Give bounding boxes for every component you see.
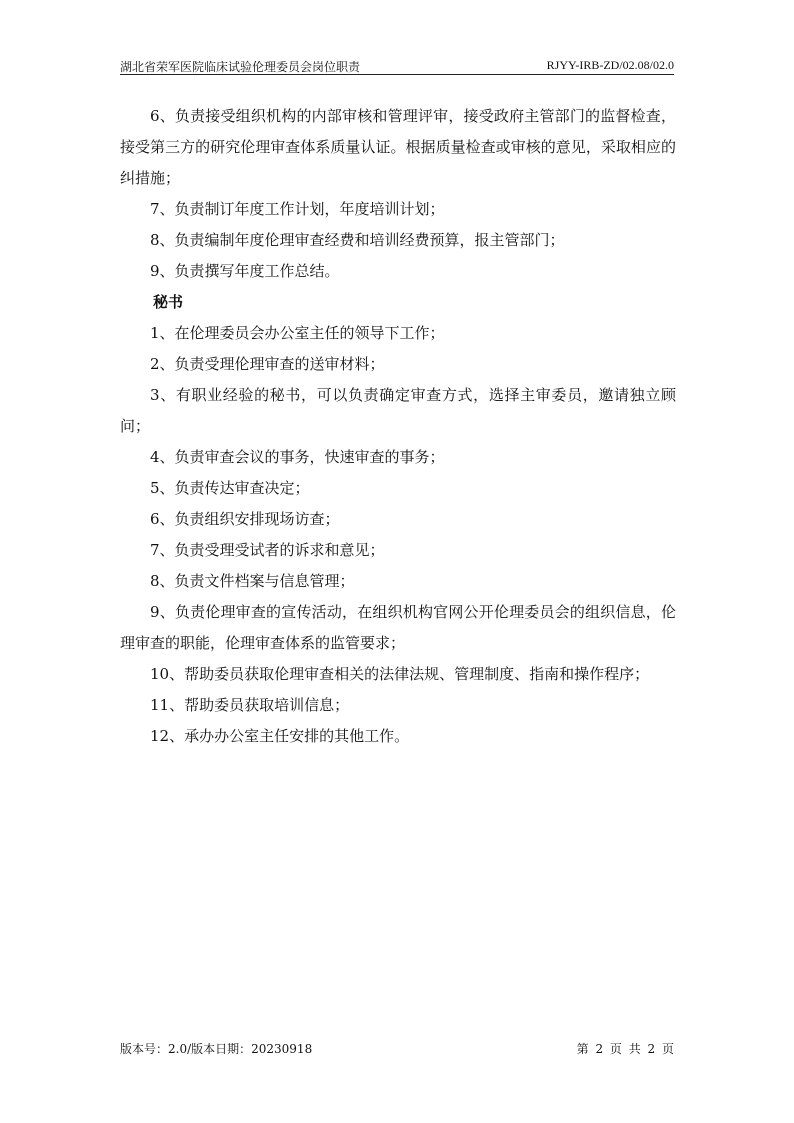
version-info: 版本号：2.0/版本日期：20230918 bbox=[120, 1042, 313, 1056]
document-code: RJYY-IRB-ZD/02.08/02.0 bbox=[546, 58, 674, 72]
list-item: 9、负责撰写年度工作总结。 bbox=[150, 262, 340, 280]
list-item: 7、负责制订年度工作计划，年度培训计划； bbox=[150, 200, 445, 218]
list-item: 6、负责接受组织机构的内部审核和管理评审，接受政府主管部门的监督检查，接受第三方的研究伦理审查体系质量认证。根据质量检查或审核的意见，采取相应的纠措施； bbox=[120, 107, 676, 187]
list-item: 2、负责受理伦理审查的送审材料； bbox=[150, 355, 385, 373]
list-item: 11、帮助委员获取培训信息； bbox=[150, 696, 350, 714]
page-footer bbox=[120, 1040, 674, 1056]
list-item: 5、负责传达审查决定； bbox=[150, 479, 310, 497]
list-item: 10、帮助委员获取伦理审查相关的法律法规、管理制度、指南和操作程序； bbox=[150, 665, 650, 683]
list-item: 1、在伦理委员会办公室主任的领导下工作； bbox=[150, 324, 445, 342]
list-item: 9、负责伦理审查的宣传活动，在组织机构官网公开伦理委员会的组织信息，伦理审查的职能，伦理审查体系的监管要求； bbox=[120, 603, 676, 652]
list-item: 12、承办办公室主任安排的其他工作。 bbox=[150, 727, 410, 745]
list-item: 8、负责文件档案与信息管理； bbox=[150, 572, 355, 590]
page-number: 第 2 页 共 2 页 bbox=[576, 1042, 674, 1056]
list-item: 7、负责受理受试者的诉求和意见； bbox=[150, 541, 385, 559]
document-title: 湖北省荣军医院临床试验伦理委员会岗位职责 bbox=[120, 60, 361, 74]
list-item: 6、负责组织安排现场访查； bbox=[150, 510, 340, 528]
document-body bbox=[120, 101, 676, 752]
page-header bbox=[120, 58, 674, 75]
list-item: 4、负责审查会议的事务，快速审查的事务； bbox=[150, 448, 445, 466]
section-heading-secretary: 秘书 bbox=[153, 293, 184, 311]
list-item: 3、有职业经验的秘书，可以负责确定审查方式，选择主审委员，邀请独立顾问； bbox=[120, 386, 676, 435]
list-item: 8、负责编制年度伦理审查经费和培训经费预算，报主管部门； bbox=[150, 231, 565, 249]
